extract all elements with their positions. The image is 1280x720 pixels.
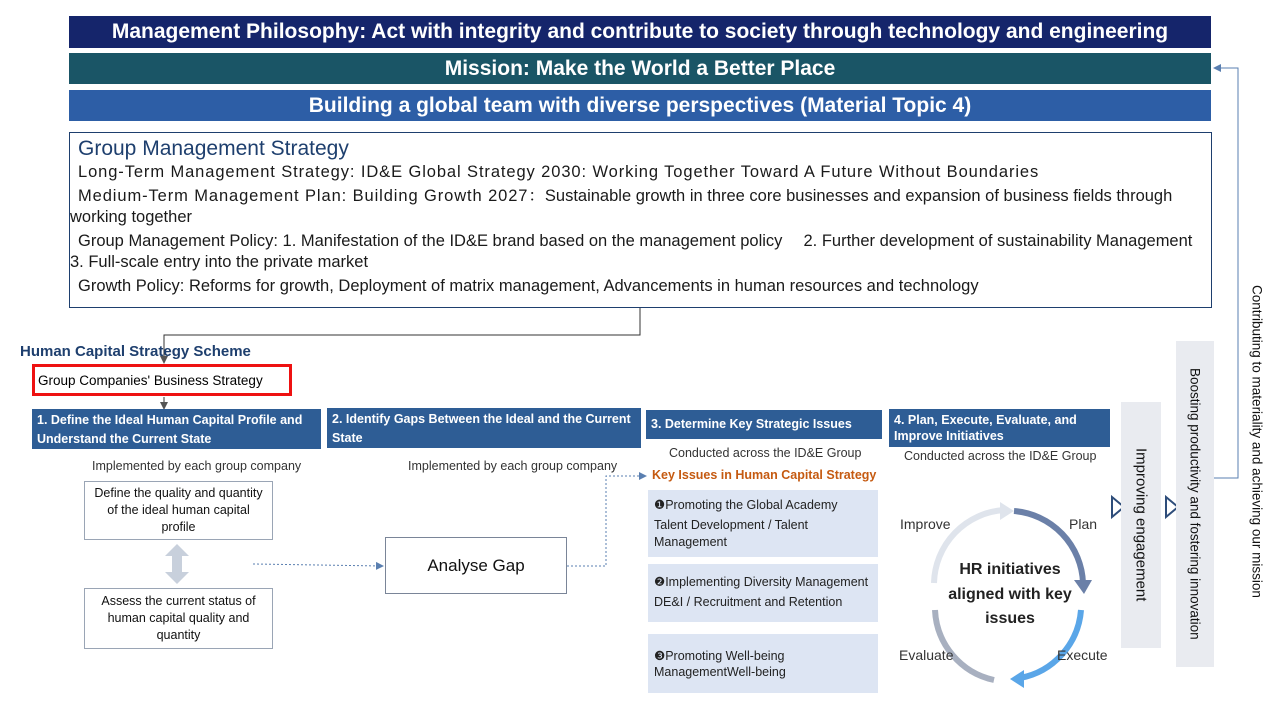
cycle-plan-label: Plan [1069, 516, 1098, 532]
note-step2: Implemented by each group company [408, 459, 618, 473]
ideal-profile-label: Define the quality and quantity of the ideal human capital profile [94, 486, 263, 534]
step-1-header: 1. Define the Ideal Human Capital Profile and Understand the Current State [32, 409, 321, 449]
engagement-bar [1121, 402, 1161, 648]
medium-term-plan-desc: ：Sustainable growth in three core businesses and expansion of business fields through working together [70, 187, 1173, 226]
to-gap-line [253, 564, 383, 566]
cycle-improve-label: Improve [900, 516, 951, 532]
key-issue-2-head: ❷Implementing Diversity Management [654, 575, 869, 589]
scheme-title: Human Capital Strategy Scheme [20, 343, 251, 360]
key-issue-3 [648, 634, 878, 693]
note-step4: Conducted across the ID&E Group [904, 449, 1097, 463]
material-topic-banner: Building a global team with diverse perspectives (Material Topic 4) [69, 90, 1211, 121]
analyse-gap-label: Analyse Gap [427, 556, 525, 575]
current-state-box [84, 588, 273, 649]
medium-term-plan-name: Medium-Term Management Plan: Building Growth 2027 [78, 187, 529, 205]
cycle-execute-label: Execute [1057, 647, 1108, 663]
key-issue-1-head: ❶Promoting the Global Academy [654, 498, 838, 512]
key-issues-title: Key Issues in Human Capital Strategy [652, 468, 877, 482]
productivity-bar [1176, 341, 1214, 667]
step-4-header [889, 409, 1110, 447]
business-strategy-label: Group Companies' Business Strategy [38, 372, 263, 388]
mission-banner: Mission: Make the World a Better Place [69, 53, 1211, 84]
cycle-evaluate-label: Evaluate [899, 647, 954, 663]
step-3-header: 3. Determine Key Strategic Issues [646, 410, 882, 439]
group-management-policy: Group Management Policy: 1. Manifestation of the ID&E brand based on the management policy 2. Further development of sustainability Management 3. Full-scale entry into the private market [70, 232, 1214, 271]
contribution-label-box [1242, 266, 1272, 616]
key-issue-2 [648, 564, 878, 622]
growth-policy: Growth Policy: Reforms for growth, Deployment of matrix management, Advancements in human resources and technology [78, 277, 979, 295]
group-strategy-title: Group Management Strategy [78, 137, 349, 160]
double-arrow-icon [165, 544, 189, 584]
step-2-header: 2. Identify Gaps Between the Ideal and the Current State [327, 408, 641, 448]
mission-feedback-line [1214, 68, 1238, 478]
note-step1: Implemented by each group company [92, 459, 302, 473]
step-4-label: 4. Plan, Execute, Evaluate, and Improve Initiatives [894, 413, 1077, 443]
key-issue-3-sub: Well-being [726, 665, 786, 679]
engagement-label: Improving engagement [1132, 448, 1150, 602]
note-step3: Conducted across the ID&E Group [669, 446, 862, 460]
ideal-profile-box [84, 481, 273, 540]
contribution-label: Contributing to materiality and achieving our mission [1249, 284, 1265, 598]
gap-to-issues-line [567, 476, 646, 566]
cycle-center-label: HR initiatives aligned with key issues [948, 561, 1072, 627]
philosophy-banner: Management Philosophy: Act with integrity and contribute to society through technology and engineering [69, 16, 1211, 48]
key-issue-1-sub: Talent Development / Talent Management [654, 518, 809, 549]
current-state-label: Assess the current status of human capital quality and quantity [101, 594, 256, 642]
analyse-gap-box [385, 537, 567, 594]
long-term-strategy: Long-Term Management Strategy: ID&E Global Strategy 2030: Working Together Toward A Future Without Boundaries [78, 163, 1040, 181]
key-issue-1 [648, 490, 878, 557]
key-issue-2-sub: DE&I / Recruitment and Retention [654, 595, 843, 609]
business-strategy-box [32, 364, 292, 396]
key-issue-3-head: ❸Promoting Well-being Management [654, 649, 785, 679]
productivity-label: Boosting productivity and fostering innovation [1187, 368, 1203, 640]
